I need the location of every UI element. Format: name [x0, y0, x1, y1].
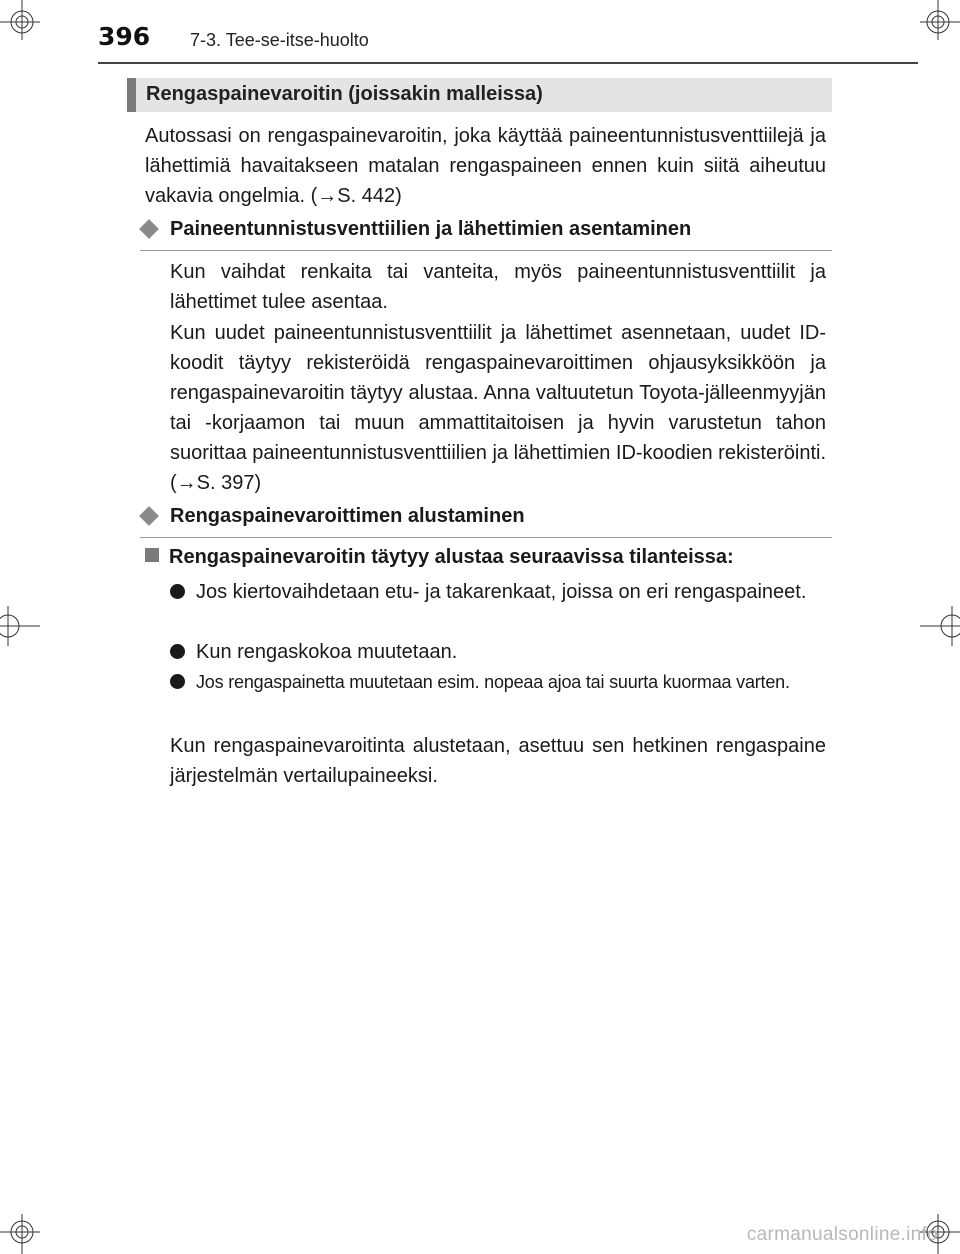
crop-mark-mid-left — [0, 606, 40, 646]
square-icon — [145, 548, 159, 562]
bullet-dot-icon — [170, 674, 185, 689]
registration-crosshair-icon — [0, 1214, 40, 1254]
subsection-heading-installation — [140, 218, 832, 251]
crop-mark-top-right — [920, 0, 960, 40]
subsection-heading-initialization — [140, 505, 832, 538]
list-item-text: Kun rengaskokoa muutetaan. — [196, 641, 458, 663]
subsection-heading-text: Rengaspainevaroittimen alustaminen — [170, 505, 525, 527]
subsection-heading-text: Paineentunnistusventtiilien ja lähettimien asentaminen — [170, 218, 692, 240]
page-number: 396 — [98, 22, 151, 51]
registration-crosshair-icon — [0, 606, 40, 646]
bullet-dot-icon — [170, 644, 185, 659]
section-title-bar — [127, 78, 832, 112]
diamond-icon — [139, 506, 159, 526]
list-item-text: Jos kiertovaihdetaan etu- ja takarenkaat, joissa on eri rengaspaineet. — [196, 581, 807, 603]
list-item — [170, 667, 826, 697]
section-intro: Autossasi on rengaspainevaroitin, joka käyttää paineentunnistusventtiilejä ja lähettimiä havaitakseen matalan rengaspaineen ennen kuin siitä aiheutuu vakavia ongelmia. (→S. 442) — [145, 125, 826, 207]
registration-crosshair-icon — [920, 0, 960, 40]
diamond-icon — [139, 219, 159, 239]
installation-paragraph-2: Kun uudet paineentunnistusventtiilit ja lähettimet asennetaan, uudet ID-koodit täytyy rekisteröidä rengaspainevaroittimen ohjausyksikköön ja rengaspainevaroitin täytyy alustaa. Anna valtuutetun Toyota-jälleenmyyjän tai -korjaamon tai muun ammattitaitoisen ja hyvin varustetun tahon suorittaa paineentunnistusventtiilien ja lähettimien ID-koodien rekisteröinti. (→S. 397) — [170, 322, 826, 494]
list-item — [170, 637, 826, 667]
list-heading — [145, 546, 835, 569]
list-item-text: Jos rengaspainetta muutetaan esim. nopeaa ajoa tai suurta kuormaa varten. — [196, 672, 790, 692]
crop-mark-bottom-left — [0, 1214, 40, 1254]
registration-crosshair-icon — [0, 0, 40, 40]
chapter-title: 7-3. Tee-se-itse-huolto — [190, 30, 369, 50]
crop-mark-mid-right — [920, 606, 960, 646]
bullet-dot-icon — [170, 584, 185, 599]
section-title: Rengaspainevaroitin (joissakin malleissa) — [146, 83, 543, 105]
registration-crosshair-icon — [920, 606, 960, 646]
list-heading-text: Rengaspainevaroitin täytyy alustaa seuraavissa tilanteissa: — [169, 546, 734, 568]
list-item — [170, 577, 826, 607]
installation-paragraph-1: Kun vaihdat renkaita tai vanteita, myös paineentunnistusventtiilit ja lähettimet tulee asentaa. — [170, 261, 826, 313]
crop-mark-top-left — [0, 0, 40, 40]
header-divider — [98, 62, 918, 64]
initialization-closing-paragraph: Kun rengaspainevaroitinta alustetaan, asettuu sen hetkinen rengaspaine järjestelmän vertailupaineeksi. — [170, 735, 826, 787]
watermark: carmanualsonline.info — [746, 1224, 938, 1245]
